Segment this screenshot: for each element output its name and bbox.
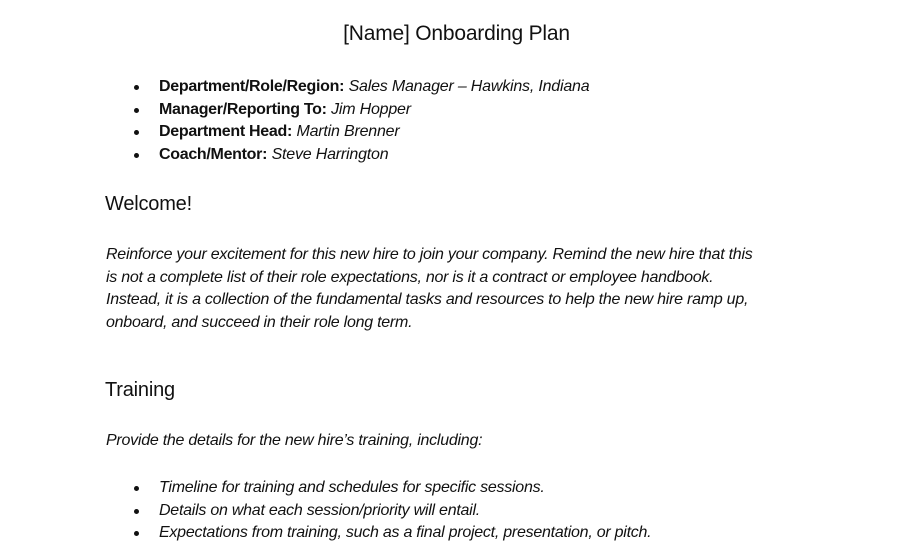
training-bullet: Expectations from training, such as a final project, presentation, or pitch.	[106, 522, 651, 545]
info-list	[106, 76, 589, 166]
training-bullet-list	[106, 477, 651, 545]
info-label: Department Head:	[159, 123, 293, 140]
info-value: Jim Hopper	[331, 100, 411, 118]
info-label: Manager/Reporting To:	[159, 100, 327, 118]
welcome-paragraph	[106, 244, 826, 334]
info-value: Sales Manager – Hawkins, Indiana	[348, 78, 590, 95]
info-label: Department/Role/Region:	[159, 78, 345, 95]
welcome-line: Reinforce your excitement for this new hire to join your company. Remind the new hire that this	[106, 246, 753, 263]
info-value: Martin Brenner	[296, 123, 400, 140]
info-item-department-head	[106, 121, 589, 144]
document-title: [Name] Onboarding Plan	[343, 22, 570, 45]
training-bullet: Timeline for training and schedules for specific sessions.	[106, 477, 651, 500]
welcome-line: is not a complete list of their role expectations, nor is it a contract or employee handbook.	[106, 268, 714, 286]
info-item-manager	[106, 99, 589, 122]
welcome-line: onboard, and succeed in their role long term.	[106, 313, 413, 331]
welcome-heading: Welcome!	[105, 193, 192, 215]
welcome-line: Instead, it is a collection of the fundamental tasks and resources to help the new hire ramp up,	[106, 291, 749, 308]
info-label: Coach/Mentor:	[159, 145, 268, 163]
info-value: Steve Harrington	[271, 145, 389, 163]
training-bullet: Details on what each session/priority will entail.	[106, 500, 651, 523]
info-item-coach	[106, 144, 589, 167]
training-heading: Training	[105, 379, 175, 401]
training-intro: Provide the details for the new hire’s training, including:	[106, 432, 483, 449]
info-item-department	[106, 76, 589, 99]
